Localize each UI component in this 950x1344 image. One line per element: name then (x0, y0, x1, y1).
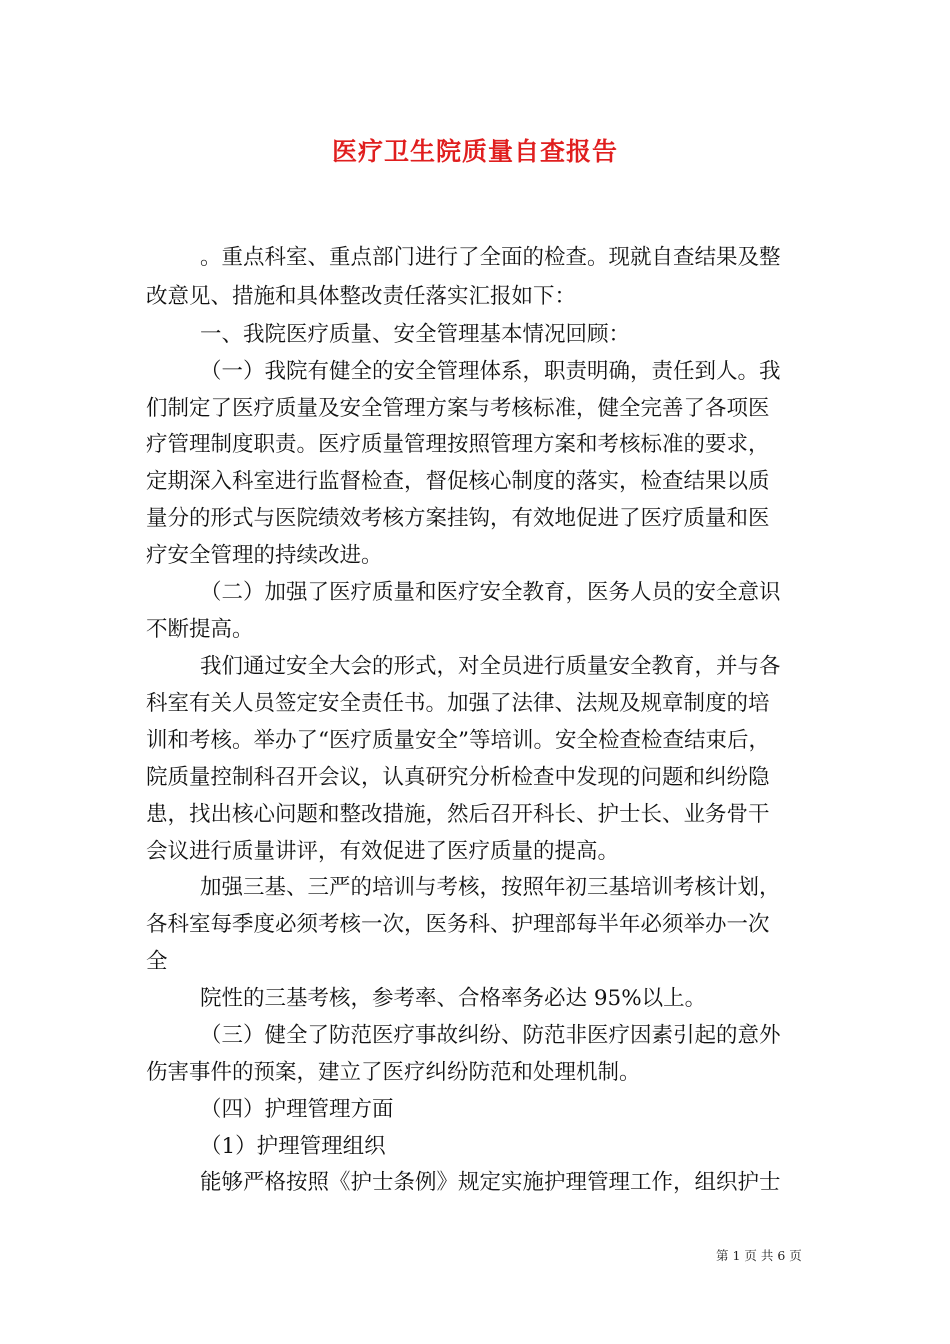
paragraph-line: （一）我院有健全的安全管理体系，职责明确，责任到人。我 (200, 359, 781, 384)
paragraph-line: （三）健全了防范医疗事故纠纷、防范非医疗因素引起的意外 (200, 1023, 781, 1048)
section-heading: （1）护理管理组织 (200, 1134, 386, 1159)
paragraph-line: 改意见、措施和具体整改责任落实汇报如下： (146, 284, 577, 309)
paragraph-line: 院性的三基考核，参考率、合格率务必达 95%以上。 (200, 986, 707, 1011)
paragraph-line: （二）加强了医疗质量和医疗安全教育，医务人员的安全意识 (200, 580, 781, 605)
paragraph-line: 疗管理制度职责。医疗质量管理按照管理方案和考核标准的要求， (146, 432, 770, 457)
paragraph-line: 伤害事件的预案，建立了医疗纠纷防范和处理机制。 (146, 1060, 641, 1085)
paragraph-line: 患，找出核心问题和整改措施，然后召开科长、护士长、业务骨干 (146, 802, 770, 827)
paragraph-line: 疗安全管理的持续改进。 (146, 543, 383, 568)
paragraph-line: 全 (146, 949, 168, 974)
paragraph-line: 我们通过安全大会的形式，对全员进行质量安全教育，并与各 (200, 654, 781, 679)
paragraph-line: 能够严格按照《护士条例》规定实施护理管理工作，组织护士 (200, 1170, 781, 1195)
section-heading: （四）护理管理方面 (200, 1097, 394, 1122)
paragraph-line: 会议进行质量讲评，有效促进了医疗质量的提高。 (146, 839, 620, 864)
paragraph-line: 院质量控制科召开会议，认真研究分析检查中发现的问题和纠纷隐 (146, 765, 770, 790)
paragraph-line: 量分的形式与医院绩效考核方案挂钩，有效地促进了医疗质量和医 (146, 506, 770, 531)
document-title: 医疗卫生院质量自查报告 (331, 137, 618, 166)
paragraph-line: 。重点科室、重点部门进行了全面的检查。现就自查结果及整 (200, 245, 781, 270)
page-number: 第 1 页 共 6 页 (716, 1248, 802, 1263)
paragraph-line: 加强三基、三严的培训与考核，按照年初三基培训考核计划， (200, 875, 781, 900)
paragraph-line: 训和考核。举办了“医疗质量安全”等培训。安全检查检查结束后， (146, 728, 770, 753)
section-heading: 一、我院医疗质量、安全管理基本情况回顾： (200, 322, 631, 347)
paragraph-line: 各科室每季度必须考核一次，医务科、护理部每半年必须举办一次 (146, 912, 770, 937)
paragraph-line: 定期深入科室进行监督检查，督促核心制度的落实，检查结果以质 (146, 469, 770, 494)
paragraph-line: 科室有关人员签定安全责任书。加强了法律、法规及规章制度的培 (146, 691, 770, 716)
paragraph-line: 们制定了医疗质量及安全管理方案与考核标准，健全完善了各项医 (146, 396, 770, 421)
paragraph-line: 不断提高。 (146, 617, 254, 642)
